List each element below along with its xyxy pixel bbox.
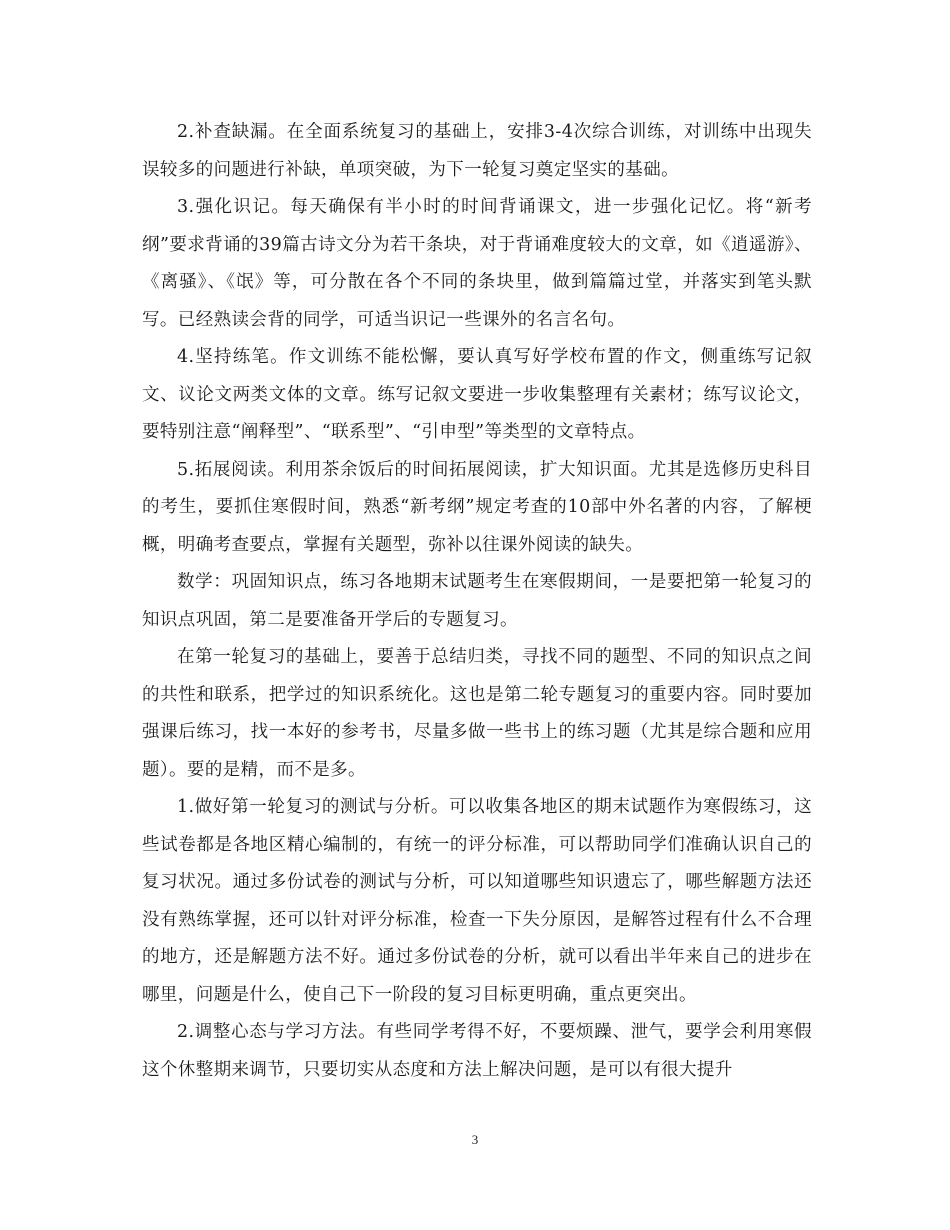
paragraph-review-gaps: 2.补查缺漏。在全面系统复习的基础上，安排3-4次综合训练，对训练中出现失误较多的问题进行补缺，单项突破，为下一轮复习奠定坚实的基础。: [142, 122, 812, 180]
paragraph-memorization: 3.强化识记。每天确保有半小时的时间背诵课文，进一步强化记忆。将“新考纲”要求背诵的39篇古诗文分为若干条块，对于背诵难度较大的文章，如《逍遥游》、《离骚》、《氓》等，可分散在各个不同的条块里，做到篇篇过堂，并落实到笔头默写。已经熟读会背的同学，可适当识记一些课外的名言名句。: [142, 197, 812, 330]
paragraph-math-summary: 在第一轮复习的基础上，要善于总结归类，寻找不同的题型、不同的知识点之间的共性和联系，把学过的知识系统化。这也是第二轮专题复习的重要内容。同时要加强课后练习，找一本好的参考书，尽量多做一些书上的练习题（尤其是综合题和应用题）。要的是精，而不是多。: [142, 647, 812, 780]
paragraph-math-testing: 1.做好第一轮复习的测试与分析。可以收集各地区的期末试题作为寒假练习，这些试卷都是各地区精心编制的，有统一的评分标准，可以帮助同学们准确认识自己的复习状况。通过多份试卷的测试与分析，可以知道哪些知识遗忘了，哪些解题方法还没有熟练掌握，还可以针对评分标准，检查一下失分原因，是解答过程有什么不合理的地方，还是解题方法不好。通过多份试卷的分析，就可以看出半年来自己的进步在哪里，问题是什么，使自己下一阶段的复习目标更明确，重点更突出。: [142, 797, 812, 1005]
paragraph-writing-practice: 4.坚持练笔。作文训练不能松懈，要认真写好学校布置的作文，侧重练写记叙文、议论文两类文体的文章。练写记叙文要进一步收集整理有关素材；练写议论文，要特别注意“阐释型”、“联系型”、“引申型”等类型的文章特点。: [142, 347, 812, 442]
paragraph-math-mindset: 2.调整心态与学习方法。有些同学考得不好，不要烦躁、泄气，要学会利用寒假这个休整期来调节，只要切实从态度和方法上解决问题，是可以有很大提升: [142, 1022, 812, 1080]
page-number: 3: [471, 1132, 479, 1147]
document-body: [142, 114, 812, 1089]
paragraph-math-intro: 数学：巩固知识点，练习各地期末试题考生在寒假期间，一是要把第一轮复习的知识点巩固，第二是要准备开学后的专题复习。: [142, 572, 812, 630]
paragraph-extended-reading: 5.拓展阅读。利用茶余饭后的时间拓展阅读，扩大知识面。尤其是选修历史科目的考生，要抓住寒假时间，熟悉“新考纲”规定考查的10部中外名著的内容，了解梗概，明确考查要点，掌握有关题型，弥补以往课外阅读的缺失。: [142, 459, 812, 555]
